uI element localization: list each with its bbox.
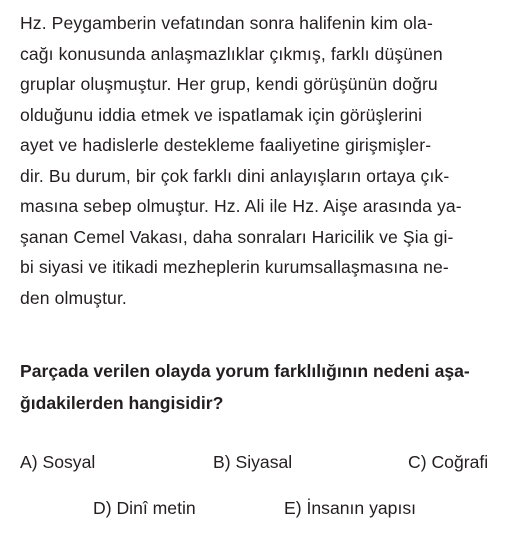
passage-line: Hz. Peygamberin vefatından sonra halifenin kim ola- [20,13,433,33]
passage-line: ayet ve hadislerle destekleme faaliyetine girişmişler- [20,135,432,155]
question-stem [20,355,510,419]
answer-option-b[interactable]: B) Siyasal [213,452,293,472]
passage-line: masına sebep olmuştur. Hz. Ali ile Hz. Aişe arasında ya- [20,196,462,216]
passage-line: dir. Bu durum, bir çok farklı dini anlayışların ortaya çık- [20,165,450,186]
question-line: ğıdakilerden hangisidir? [20,393,224,413]
answer-option-d[interactable]: D) Dinî metin [93,498,196,518]
answer-option-c[interactable]: C) Coğrafi [408,452,489,472]
passage-line: şanan Cemel Vakası, daha sonraları Haricilik ve Şia gi- [20,226,454,247]
passage-line: cağı konusunda anlaşmazlıklar çıkmış, farklı düşünen [20,43,443,64]
passage-line: bi siyasi ve itikadi mezheplerin kurumsallaşmasına ne- [20,257,449,277]
answer-option-a[interactable]: A) Sosyal [20,452,96,472]
passage-line: gruplar oluşmuştur. Her grup, kendi görüşünün doğru [20,74,438,94]
question-line: Parçada verilen olayda yorum farklılığının nedeni aşa- [20,361,470,381]
passage-text [20,8,510,313]
answer-option-e[interactable]: E) İnsanın yapısı [284,498,417,518]
passage-line: olduğunu iddia etmek ve ispatlamak için görüşlerini [20,104,423,125]
passage-line: den olmuştur. [20,287,127,308]
